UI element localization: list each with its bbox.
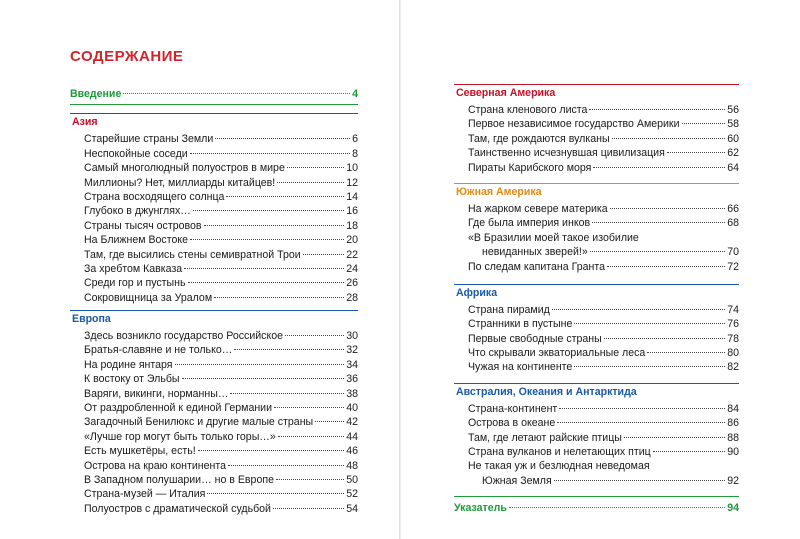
dot-leader	[509, 507, 725, 508]
toc-entry[interactable]	[70, 502, 358, 516]
toc-list-australia	[454, 402, 739, 460]
toc-entry-page: 52	[346, 488, 358, 501]
toc-entry[interactable]	[70, 358, 358, 372]
toc-entry-label: Страна-континент	[468, 402, 558, 415]
toc-entry-label: Там, где рождаются вулканы	[468, 132, 610, 145]
toc-entry-label: Указатель	[454, 502, 507, 515]
toc-entry-label: Введение	[70, 88, 122, 100]
toc-entry-label-line2: Южная Земля	[482, 474, 552, 487]
toc-entry-label: Есть мушкетёры, есть!	[84, 445, 196, 458]
toc-entry-page: 12	[346, 176, 358, 189]
dot-leader	[589, 109, 725, 110]
dot-leader	[287, 167, 344, 168]
toc-entry-index[interactable]	[454, 501, 739, 515]
dot-leader	[559, 408, 725, 409]
toc-entry-label: По следам капитана Гранта	[468, 260, 606, 273]
toc-entry-page: 66	[727, 202, 739, 215]
toc-entry-page: 82	[727, 361, 739, 374]
toc-entry[interactable]	[454, 260, 739, 274]
toc-entry[interactable]	[70, 219, 358, 233]
toc-entry-label: Первое независимое государство Америки	[468, 118, 680, 131]
dot-leader	[574, 366, 725, 367]
toc-entry-page: 4	[352, 88, 358, 100]
toc-entry[interactable]	[70, 487, 358, 501]
dot-leader	[190, 239, 344, 240]
section-heading: Азия	[72, 116, 98, 129]
dot-leader	[653, 451, 726, 452]
toc-entry-page: 56	[727, 104, 739, 116]
toc-entry-page: 40	[346, 402, 358, 415]
toc-entry-label: Загадочный Бенилюкс и другие малые страны	[84, 416, 314, 429]
toc-entry-label: Варяги, викинги, норманны…	[84, 387, 229, 400]
toc-entry-page: 92	[727, 474, 739, 487]
dot-leader	[234, 349, 344, 350]
toc-entry[interactable]	[454, 332, 739, 346]
toc-entry-label: Страна восходящего солнца	[84, 190, 225, 203]
dot-leader	[557, 422, 725, 423]
toc-entry-page: 44	[346, 430, 358, 443]
dot-leader	[303, 254, 344, 255]
section-heading: Северная Америка	[456, 87, 556, 99]
toc-entry[interactable]	[70, 343, 358, 357]
toc-entry-multiline[interactable]	[454, 459, 739, 488]
section-heading: Австралия, Океания и Антарктида	[456, 385, 637, 398]
toc-entry[interactable]	[454, 416, 739, 430]
page-gutter	[399, 0, 401, 539]
toc-entry-page: 78	[727, 332, 739, 345]
toc-entry[interactable]	[454, 317, 739, 331]
toc-entry-page: 48	[346, 459, 358, 472]
toc-entry-page: 80	[727, 347, 739, 360]
toc-entry-label: Там, где летают райские птицы	[468, 431, 622, 444]
dot-leader	[574, 323, 725, 324]
dot-leader	[214, 297, 344, 298]
dot-leader	[273, 508, 344, 509]
toc-entry-page: 68	[727, 217, 739, 230]
dot-leader	[274, 407, 344, 408]
toc-list-asia	[70, 132, 358, 305]
toc-entry-page: 20	[346, 234, 358, 247]
toc-entry-label: На жарком севере материка	[468, 202, 608, 215]
toc-entry[interactable]	[70, 248, 358, 262]
dot-leader	[184, 268, 344, 269]
toc-entry[interactable]	[70, 430, 358, 444]
toc-entry-label-line1: «В Бразилии моей такое изобилие	[468, 231, 639, 244]
toc-entry-page: 46	[346, 445, 358, 458]
toc-entry-label: Страна пирамид	[468, 303, 550, 316]
toc-entry-label: Неспокойные соседи	[84, 147, 188, 160]
dot-leader	[207, 493, 344, 494]
toc-entry-page: 54	[346, 502, 358, 515]
toc-entry-label: Глубоко в джунглях…	[84, 205, 191, 218]
toc-entry-page: 6	[352, 133, 358, 146]
toc-entry-label: Сокровищница за Уралом	[84, 291, 213, 304]
dot-leader	[277, 182, 344, 183]
section-asia	[70, 113, 358, 305]
toc-entry[interactable]	[454, 402, 739, 416]
dot-leader	[215, 138, 350, 139]
toc-entry[interactable]	[70, 401, 358, 415]
toc-entry-label: Братья-славяне и не только…	[84, 344, 233, 357]
toc-entry[interactable]	[454, 202, 739, 216]
toc-entry[interactable]	[70, 190, 358, 204]
toc-entry-label: Самый многолюдный полуостров в мире	[84, 162, 285, 175]
toc-entry-label: Острова на краю континента	[84, 459, 226, 472]
toc-entry[interactable]	[70, 233, 358, 247]
toc-entry-multiline[interactable]	[454, 231, 739, 260]
toc-entry-label: Страна кленового листа	[468, 104, 588, 116]
toc-entry-label-line1: Не такая уж и безлюдная неведомая	[468, 460, 650, 473]
toc-entry[interactable]	[454, 117, 739, 131]
section-heading: Европа	[72, 313, 111, 326]
dot-leader	[175, 364, 345, 365]
toc-entry-label: В Западном полушарии… но в Европе	[84, 473, 274, 486]
dot-leader	[604, 338, 725, 339]
toc-entry-page: 84	[727, 402, 739, 415]
dot-leader	[554, 480, 726, 481]
dot-leader	[285, 335, 344, 336]
section-south-america	[454, 183, 739, 274]
toc-entry-page: 34	[346, 358, 358, 371]
dot-leader	[552, 309, 725, 310]
toc-entry[interactable]	[454, 431, 739, 445]
toc-entry[interactable]	[454, 146, 739, 160]
toc-list-north-america	[454, 103, 739, 175]
dot-leader	[593, 167, 725, 168]
toc-entry[interactable]	[454, 303, 739, 317]
toc-entry[interactable]	[70, 204, 358, 218]
toc-entry[interactable]	[70, 132, 358, 146]
toc-entry[interactable]	[454, 346, 739, 360]
toc-entry-label: «Лучше гор могут быть только горы…»	[84, 430, 276, 443]
toc-entry-page: 70	[727, 246, 739, 259]
toc-entry-page: 8	[352, 147, 358, 160]
toc-entry-page: 62	[727, 147, 739, 160]
toc-entry-page: 28	[346, 291, 358, 304]
dot-leader	[190, 153, 350, 154]
toc-entry-label: Где была империя инков	[468, 217, 591, 230]
toc-entry-page: 86	[727, 417, 739, 430]
toc-entry[interactable]	[70, 415, 358, 429]
toc-entry-page: 32	[346, 344, 358, 357]
toc-entry-page: 18	[346, 219, 358, 232]
dot-leader	[610, 208, 726, 209]
toc-entry-label: Миллионы? Нет, миллиарды китайцев!	[84, 176, 276, 189]
dot-leader	[204, 225, 345, 226]
section-africa	[454, 284, 739, 375]
toc-left-column	[70, 87, 358, 516]
toc-entry[interactable]	[70, 262, 358, 276]
toc-entry-page: 30	[346, 330, 358, 343]
toc-list-south-america	[454, 202, 739, 231]
toc-entry-page: 64	[727, 161, 739, 174]
toc-entry-page: 26	[346, 277, 358, 290]
toc-entry-page: 10	[346, 162, 358, 175]
toc-entry[interactable]	[70, 444, 358, 458]
toc-entry-page: 76	[727, 318, 739, 331]
dot-leader	[226, 196, 344, 197]
toc-list-africa	[454, 303, 739, 375]
toc-entry-page: 94	[727, 502, 739, 515]
dot-leader	[624, 437, 725, 438]
toc-entry-label: Среди гор и пустынь	[84, 277, 186, 290]
toc-entry-label: На родине янтаря	[84, 358, 173, 371]
toc-entry[interactable]	[70, 161, 358, 175]
dot-leader	[198, 450, 345, 451]
toc-entry-page: 36	[346, 373, 358, 386]
dot-leader	[612, 138, 726, 139]
toc-entry[interactable]	[454, 216, 739, 230]
toc-entry-label: За хребтом Кавказа	[84, 262, 183, 275]
toc-entry[interactable]	[70, 329, 358, 343]
section-heading: Южная Америка	[456, 185, 542, 198]
toc-entry-page: 14	[346, 190, 358, 203]
dot-leader	[647, 352, 725, 353]
toc-entry-page: 88	[727, 431, 739, 444]
toc-entry-label: Первые свободные страны	[468, 332, 602, 345]
toc-entry-page: 24	[346, 262, 358, 275]
toc-entry[interactable]	[70, 459, 358, 473]
toc-entry-label: На Ближнем Востоке	[84, 234, 188, 247]
toc-entry-label: Страна вулканов и нелетающих птиц	[468, 446, 651, 459]
dot-leader	[230, 393, 344, 394]
toc-entry-label: От раздробленной к единой Германии	[84, 402, 273, 415]
dot-leader	[590, 251, 725, 252]
dot-leader	[667, 152, 725, 153]
toc-entry-label: Чужая на континенте	[468, 361, 573, 374]
toc-entry[interactable]	[70, 147, 358, 161]
section-heading: Африка	[456, 286, 498, 299]
toc-entry-label-line2: невиданных зверей!»	[482, 246, 588, 259]
toc-entry-page: 72	[727, 260, 739, 273]
dot-leader	[315, 421, 344, 422]
toc-entry[interactable]	[454, 360, 739, 374]
toc-entry-label: Здесь возникло государство Российское	[84, 330, 284, 343]
toc-entry-page: 38	[346, 387, 358, 400]
toc-list-europe	[70, 329, 358, 516]
dot-leader	[276, 479, 344, 480]
toc-entry-label: Таинственно исчезнувшая цивилизация	[468, 147, 665, 160]
dot-leader	[228, 465, 344, 466]
toc-entry[interactable]	[70, 291, 358, 305]
section-north-america	[454, 84, 739, 175]
toc-entry[interactable]	[454, 445, 739, 459]
page-title: СОДЕРЖАНИЕ	[70, 48, 184, 65]
toc-entry-label: Там, где высились стены семивратной Трои	[84, 248, 301, 261]
section-australia	[454, 383, 739, 488]
toc-entry-label: Полуостров с драматической судьбой	[84, 502, 271, 515]
toc-entry-page: 74	[727, 303, 739, 316]
dot-leader	[278, 436, 344, 437]
section-europe	[70, 310, 358, 516]
toc-entry-page: 22	[346, 248, 358, 261]
toc-entry[interactable]	[70, 176, 358, 190]
toc-entry[interactable]	[454, 132, 739, 146]
toc-entry-label: Странники в пустыне	[468, 318, 573, 331]
toc-entry-label: Страны тысяч островов	[84, 219, 202, 232]
toc-entry-label: Острова в океане	[468, 417, 556, 430]
dot-leader	[592, 222, 725, 223]
toc-entry-label: Старейшие страны Земли	[84, 133, 214, 146]
dot-leader	[682, 123, 726, 124]
toc-entry-page: 16	[346, 205, 358, 218]
toc-entry[interactable]	[70, 473, 358, 487]
toc-entry[interactable]	[70, 387, 358, 401]
toc-entry-label: Страна-музей — Италия	[84, 488, 206, 501]
toc-entry-intro[interactable]	[70, 87, 358, 101]
toc-entry[interactable]	[70, 372, 358, 386]
toc-entry-label: Что скрывали экваториальные леса	[468, 347, 646, 360]
dot-leader	[607, 266, 725, 267]
dot-leader	[188, 282, 345, 283]
toc-entry[interactable]	[454, 161, 739, 175]
toc-entry-label: Пираты Карибского моря	[468, 161, 592, 174]
toc-entry-label: К востоку от Эльбы	[84, 373, 180, 386]
toc-entry-page: 58	[727, 118, 739, 131]
toc-right-column	[454, 84, 739, 516]
toc-entry[interactable]	[454, 103, 739, 117]
toc-entry-page: 90	[727, 446, 739, 459]
toc-entry-page: 60	[727, 132, 739, 145]
dot-leader	[123, 93, 350, 94]
toc-entry[interactable]	[70, 276, 358, 290]
dot-leader	[193, 210, 344, 211]
toc-entry-page: 50	[346, 473, 358, 486]
toc-entry-page: 42	[346, 416, 358, 429]
dot-leader	[182, 378, 345, 379]
